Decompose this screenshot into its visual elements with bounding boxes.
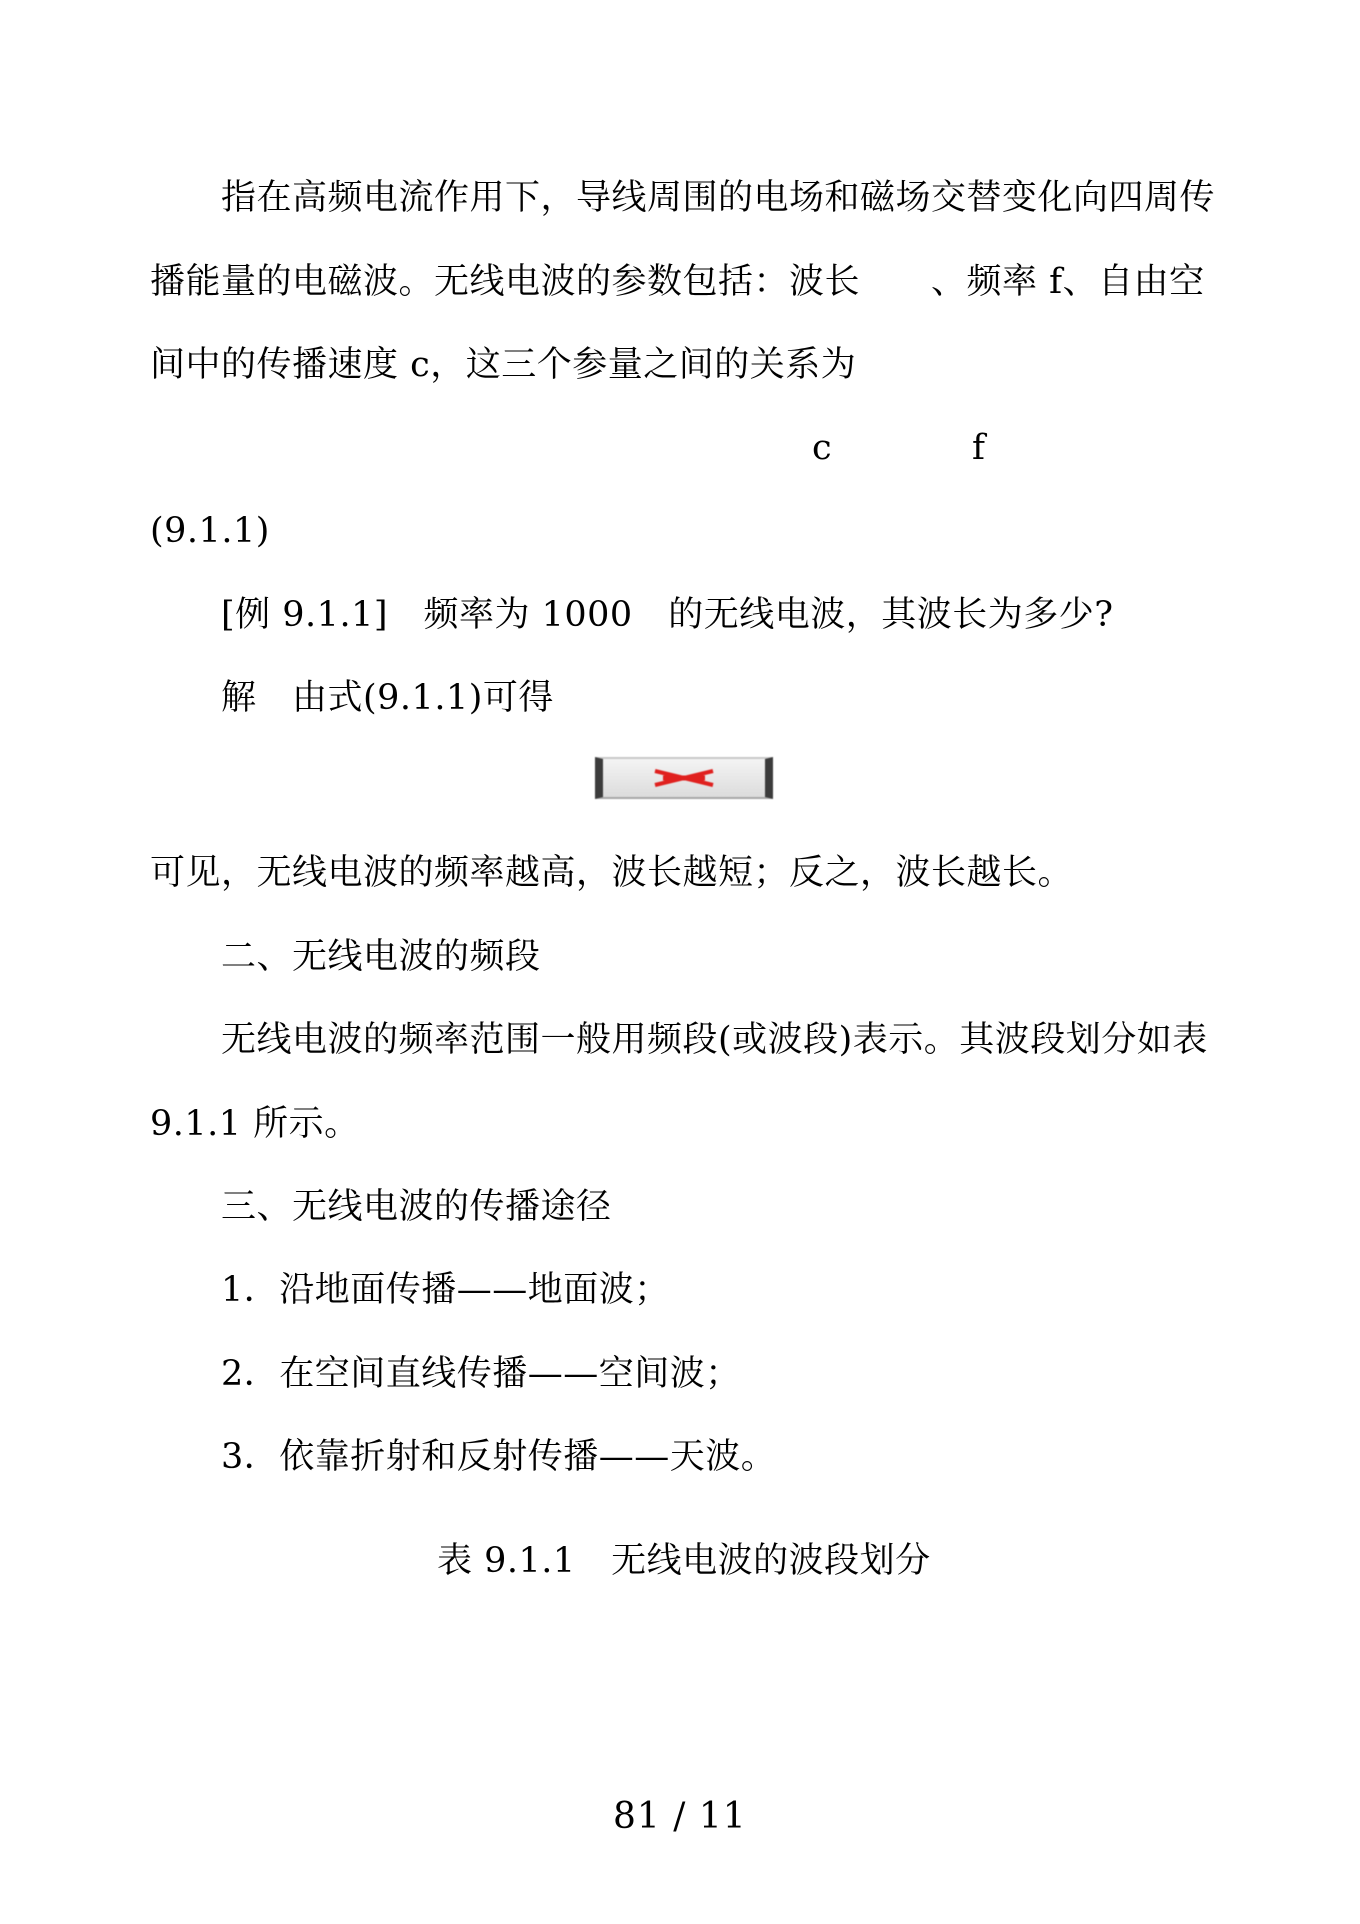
page-number: 81 / 11: [613, 1796, 747, 1837]
list-item: 2．在空间直线传播——空间波；: [221, 1354, 741, 1394]
table-caption: 表 9.1.1 无线电波的波段划分: [437, 1541, 931, 1581]
formula-symbol-f: f: [972, 428, 986, 468]
section-heading: 二、无线电波的频段: [221, 937, 541, 977]
section-heading: 三、无线电波的传播途径: [221, 1187, 612, 1227]
body-line: 9.1.1 所示。: [150, 1104, 360, 1144]
red-x-icon: [603, 759, 765, 797]
conclusion-line: 可见，无线电波的频率越高，波长越短；反之，波长越长。: [150, 853, 1074, 893]
solution-line: 解 由式(9.1.1)可得: [221, 678, 554, 718]
formula-symbol-c: c: [812, 428, 833, 468]
body-line: 无线电波的频率范围一般用频段(或波段)表示。其波段划分如表: [221, 1020, 1208, 1060]
example-line: [例 9.1.1] 频率为 1000 的无线电波，其波长为多少?: [221, 595, 1114, 635]
list-item: 1．沿地面传播——地面波；: [221, 1270, 670, 1310]
body-line: 播能量的电磁波。无线电波的参数包括：波长 、频率 f、自由空: [150, 262, 1205, 302]
list-item: 3．依靠折射和反射传播——天波。: [221, 1437, 777, 1477]
equation-number: (9.1.1): [150, 511, 270, 551]
broken-image-placeholder: [595, 757, 773, 799]
body-line: 指在高频电流作用下，导线周围的电场和磁场交替变化向四周传: [221, 178, 1216, 218]
body-line: 间中的传播速度 c，这三个参量之间的关系为: [150, 345, 857, 385]
